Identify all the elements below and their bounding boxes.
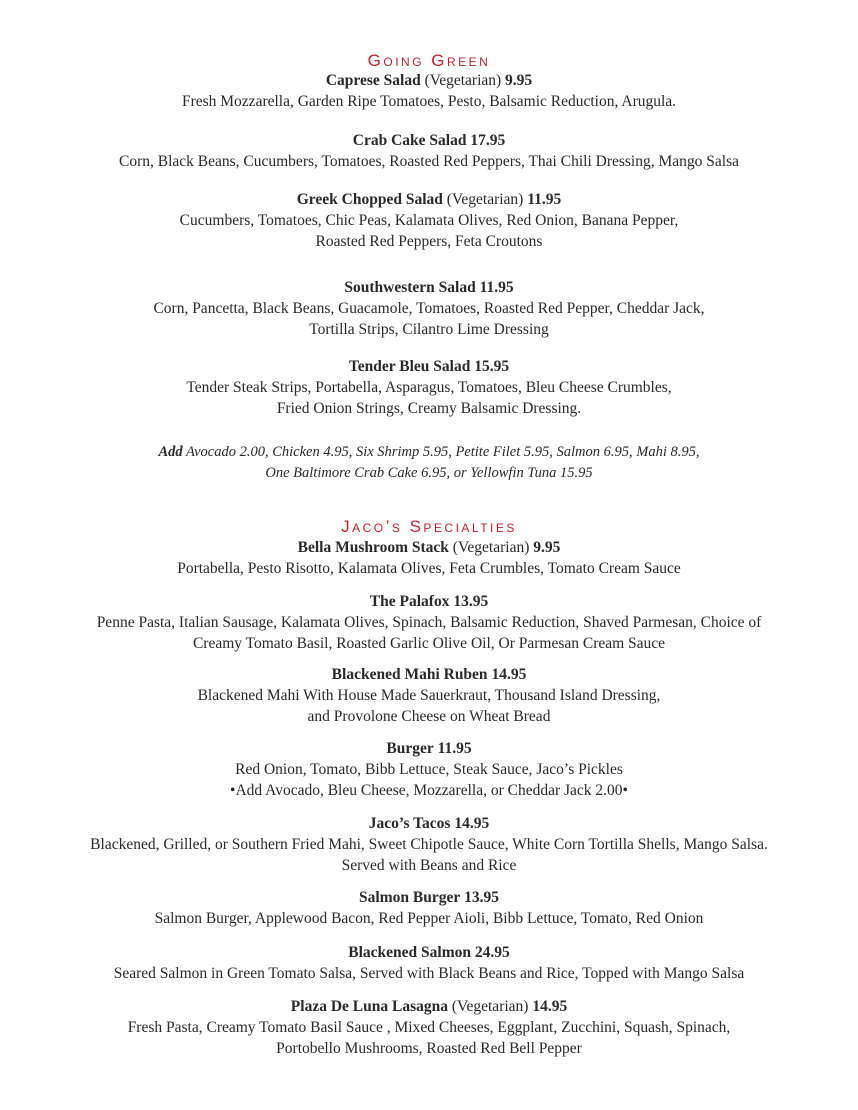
description-line: Portabella, Pesto Risotto, Kalamata Olives, Feta Crumbles, Tomato Cream Sauce xyxy=(177,560,681,577)
description-line: •Add Avocado, Bleu Cheese, Mozzarella, or Cheddar Jack 2.00• xyxy=(230,782,628,799)
menu-item-tender-bleu-salad xyxy=(0,357,858,419)
item-description xyxy=(0,963,858,984)
item-title xyxy=(0,665,858,685)
item-description xyxy=(0,210,858,252)
description-line: Salmon Burger, Applewood Bacon, Red Pepper Aioli, Bibb Lettuce, Tomato, Red Onion xyxy=(154,910,704,927)
description-line: Corn, Black Beans, Cucumbers, Tomatoes, Roasted Red Peppers, Thai Chili Dressing, Mango Salsa xyxy=(119,153,739,170)
description-line: Served with Beans and Rice xyxy=(341,857,517,874)
item-note: (Vegetarian) xyxy=(446,191,524,208)
item-price: 11.95 xyxy=(479,279,514,296)
item-title xyxy=(0,357,858,377)
item-price: 14.95 xyxy=(491,666,527,683)
item-price: 11.95 xyxy=(527,191,562,208)
item-title xyxy=(0,739,858,759)
section-title: Jaco’s Specialties xyxy=(341,517,517,536)
item-name: The Palafox xyxy=(369,593,450,610)
menu-item-crab-cake-salad xyxy=(0,131,858,172)
item-title xyxy=(0,943,858,963)
item-title xyxy=(0,814,858,834)
item-price: 17.95 xyxy=(470,132,506,149)
add-ons-list: Avocado 2.00, Chicken 4.95, Six Shrimp 5.95, Petite Filet 5.95, Salmon 6.95, Mahi 8.95, xyxy=(186,444,700,460)
description-line: Roasted Red Peppers, Feta Croutons xyxy=(315,233,543,250)
description-line: Fresh Mozzarella, Garden Ripe Tomatoes, Pesto, Balsamic Reduction, Arugula. xyxy=(181,93,677,110)
item-name: Bella Mushroom Stack xyxy=(297,539,449,556)
item-price: 9.95 xyxy=(505,72,533,89)
add-ons xyxy=(0,442,858,484)
item-title xyxy=(0,997,858,1017)
item-price: 14.95 xyxy=(532,998,568,1015)
menu-item-blackened-salmon xyxy=(0,943,858,984)
add-ons-text xyxy=(0,442,858,484)
item-name: Blackened Mahi Ruben xyxy=(331,666,488,683)
item-description xyxy=(0,685,858,727)
menu-item-salmon-burger xyxy=(0,888,858,929)
section-header-going-green xyxy=(0,51,858,71)
item-name: Southwestern Salad xyxy=(344,279,476,296)
menu-item-greek-chopped-salad xyxy=(0,190,858,252)
item-description xyxy=(0,151,858,172)
item-price: 24.95 xyxy=(474,944,510,961)
description-line: Penne Pasta, Italian Sausage, Kalamata Olives, Spinach, Balsamic Reduction, Shaved Parmesan, Choice of xyxy=(96,614,762,631)
item-name: Greek Chopped Salad xyxy=(296,191,443,208)
description-line: Portobello Mushrooms, Roasted Red Bell Pepper xyxy=(276,1040,582,1057)
menu-item-blackened-mahi-ruben xyxy=(0,665,858,727)
description-line: Blackened, Grilled, or Southern Fried Mahi, Sweet Chipotle Sauce, White Corn Tortilla Shells, Mango Salsa. xyxy=(90,836,768,853)
item-name: Plaza De Luna Lasagna xyxy=(290,998,448,1015)
item-title xyxy=(0,538,858,558)
section-header-jacos-specialties xyxy=(0,517,858,537)
item-description xyxy=(0,377,858,419)
add-ons-label: Add xyxy=(158,444,183,460)
item-description xyxy=(0,908,858,929)
item-title xyxy=(0,131,858,151)
item-name: Crab Cake Salad xyxy=(352,132,467,149)
item-name: Caprese Salad xyxy=(325,72,421,89)
item-price: 13.95 xyxy=(464,889,499,906)
item-description xyxy=(0,759,858,801)
item-price: 14.95 xyxy=(454,815,490,832)
item-title xyxy=(0,71,858,91)
item-price: 15.95 xyxy=(474,358,510,375)
item-name: Tender Bleu Salad xyxy=(348,358,471,375)
section-title: Going Green xyxy=(367,51,491,70)
description-line: Blackened Mahi With House Made Sauerkraut, Thousand Island Dressing, xyxy=(197,687,661,704)
description-line: Corn, Pancetta, Black Beans, Guacamole, Tomatoes, Roasted Red Pepper, Cheddar Jack, xyxy=(153,300,705,317)
description-line: Tortilla Strips, Cilantro Lime Dressing xyxy=(309,321,549,338)
add-ons-line: One Baltimore Crab Cake 6.95, or Yellowfin Tuna 15.95 xyxy=(265,465,593,481)
description-line: Red Onion, Tomato, Bibb Lettuce, Steak Sauce, Jaco’s Pickles xyxy=(235,761,623,778)
item-description xyxy=(0,558,858,579)
item-description xyxy=(0,1017,858,1059)
description-line: Seared Salmon in Green Tomato Salsa, Served with Black Beans and Rice, Topped with Mango Salsa xyxy=(113,965,745,982)
item-price: 9.95 xyxy=(533,539,561,556)
menu-item-the-palafox xyxy=(0,592,858,654)
item-description xyxy=(0,298,858,340)
menu-item-bella-mushroom-stack xyxy=(0,538,858,579)
description-line: and Provolone Cheese on Wheat Bread xyxy=(307,708,551,725)
description-line: Fried Onion Strings, Creamy Balsamic Dressing. xyxy=(276,400,582,417)
item-description xyxy=(0,612,858,654)
item-title xyxy=(0,190,858,210)
menu-item-southwestern-salad xyxy=(0,278,858,340)
description-line: Tender Steak Strips, Portabella, Asparagus, Tomatoes, Bleu Cheese Crumbles, xyxy=(186,379,672,396)
menu-item-plaza-de-luna-lasagna xyxy=(0,997,858,1059)
item-name: Blackened Salmon xyxy=(348,944,471,961)
item-price: 11.95 xyxy=(437,740,472,757)
description-line: Cucumbers, Tomatoes, Chic Peas, Kalamata Olives, Red Onion, Banana Pepper, xyxy=(179,212,679,229)
add-ons-line xyxy=(0,442,858,463)
item-name: Salmon Burger xyxy=(359,889,461,906)
item-note: (Vegetarian) xyxy=(451,998,529,1015)
item-description xyxy=(0,834,858,876)
item-note: (Vegetarian) xyxy=(424,72,502,89)
description-line: Creamy Tomato Basil, Roasted Garlic Olive Oil, Or Parmesan Cream Sauce xyxy=(192,635,666,652)
item-title xyxy=(0,278,858,298)
menu-item-caprese-salad xyxy=(0,71,858,112)
item-title xyxy=(0,888,858,908)
menu-item-burger xyxy=(0,739,858,801)
menu-item-jacos-tacos xyxy=(0,814,858,876)
item-price: 13.95 xyxy=(453,593,489,610)
description-line: Fresh Pasta, Creamy Tomato Basil Sauce , Mixed Cheeses, Eggplant, Zucchini, Squash, Spinach, xyxy=(127,1019,731,1036)
item-note: (Vegetarian) xyxy=(452,539,530,556)
item-title xyxy=(0,592,858,612)
item-name: Jaco’s Tacos xyxy=(368,815,451,832)
item-description xyxy=(0,91,858,112)
item-name: Burger xyxy=(386,740,434,757)
